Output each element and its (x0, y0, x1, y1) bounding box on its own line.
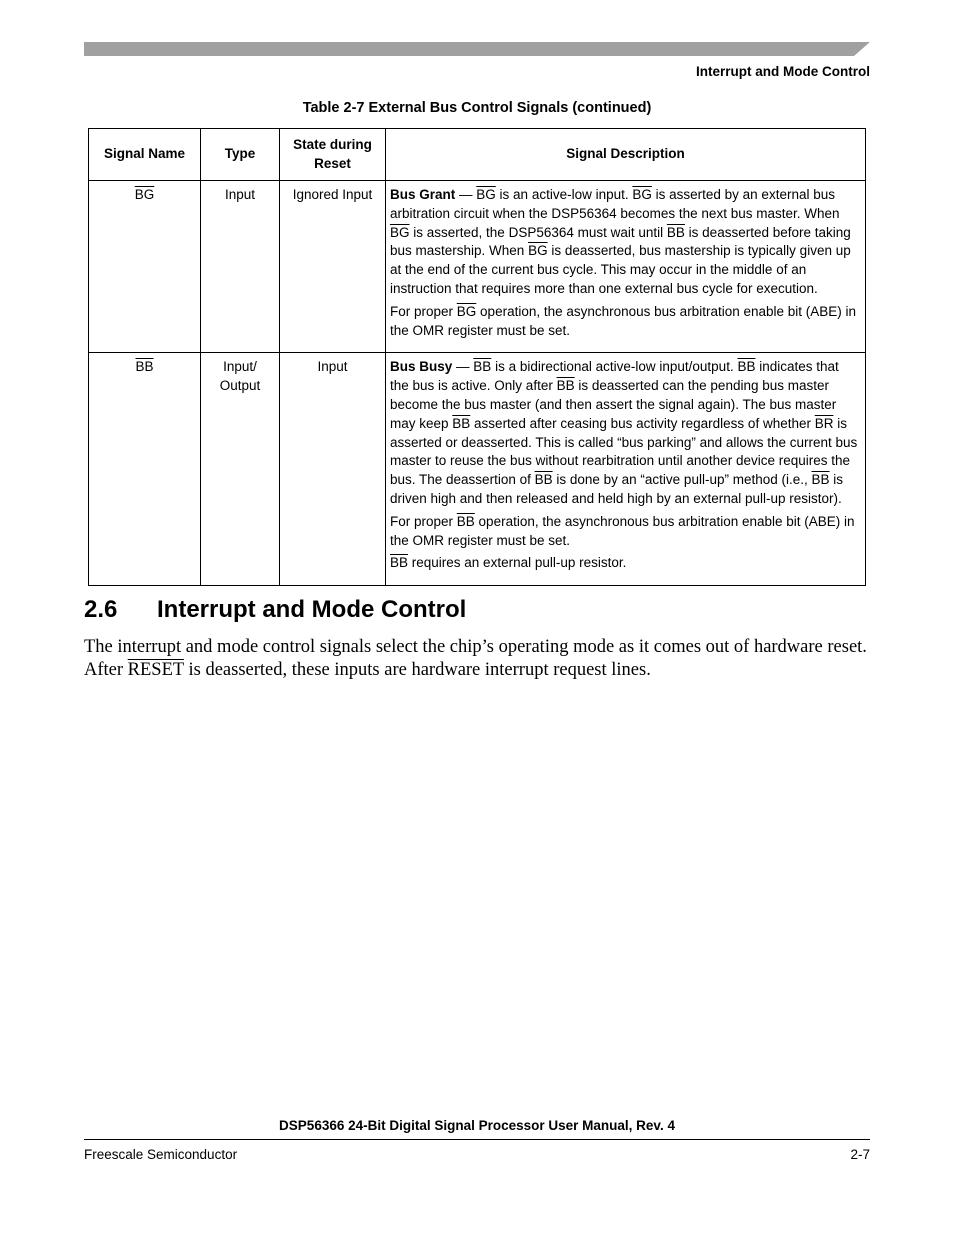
overlined-signal: $\overline{BR}$ (814, 415, 834, 431)
description-lead: Bus Busy (390, 359, 453, 375)
text-run: requires an external pull-up resistor. (408, 555, 627, 571)
section-title: Interrupt and Mode Control (157, 596, 467, 623)
text-run: is asserted or deasserted. This is called “bus parking” and allows the current bus master to reuse the bus without rearbitration until another device requires the bus. The deassertion of (390, 415, 858, 488)
overlined-signal: $\overline{BB}$ (556, 378, 575, 394)
section-body (84, 636, 874, 682)
overlined-signal: $\overline{BB}$ (473, 359, 492, 375)
footer-rule (84, 1139, 870, 1140)
description-paragraph (390, 358, 861, 508)
overlined-signal: $\overline{BB}$ (452, 415, 471, 431)
signal-name: $\overline{BB}$ (135, 359, 154, 375)
section-number: 2.6 (84, 596, 118, 623)
text-run: is driven high and then released and held high by an external pull-up resistor). (390, 472, 844, 506)
footer-document-title: DSP56366 24-Bit Digital Signal Processor User Manual, Rev. 4 (279, 1118, 675, 1133)
signal-table (88, 128, 866, 586)
table-row (89, 353, 866, 586)
text-run: is done by an “active pull-up” method (i.e., (552, 472, 812, 488)
section-heading (84, 596, 466, 624)
overlined-signal: $\overline{BB}$ (811, 472, 830, 488)
overlined-signal: $\overline{BB}$ (666, 224, 685, 240)
overlined-signal: $\overline{BG}$ (456, 303, 477, 319)
table-caption: Table 2-7 External Bus Control Signals (continued) (302, 100, 652, 116)
text-run: is deasserted, bus mastership is typically given up at the end of the current bus cycle. This may occur in the middle of an instruction that requires more than one external bus cycle for execution. (390, 243, 851, 296)
col-header-reset-state: State during Reset (280, 129, 386, 181)
description-paragraph (390, 513, 861, 551)
header-bar-shape (84, 42, 870, 56)
overlined-signal: $\overline{BB}$ (456, 513, 475, 529)
text-run: operation, the asynchronous bus arbitration enable bit (ABE) in the OMR register must be set. (390, 303, 857, 338)
col-header-signal-name: Signal Name (89, 129, 201, 181)
header-section-title: Interrupt and Mode Control (696, 64, 870, 79)
overlined-signal: $\overline{BG}$ (528, 243, 548, 259)
text-run: indicates that the bus is active. Only after (390, 359, 839, 394)
text-run: — (455, 187, 477, 202)
signal-name-cell (89, 353, 201, 586)
signal-name-cell (89, 181, 201, 353)
overlined-signal: $\overline{BB}$ (737, 359, 756, 375)
signal-reset-state: Input (280, 353, 386, 586)
text-run: is deasserted, these inputs are hardware interrupt request lines. (183, 660, 651, 680)
text-run: For proper (390, 303, 457, 319)
overlined-signal: $\overline{BB}$ (534, 472, 553, 488)
text-run: For proper (390, 513, 457, 529)
text-run: is asserted by an external bus arbitration circuit when the DSP56364 becomes the next bus master. When (390, 187, 840, 221)
description-paragraph (390, 303, 861, 341)
description-paragraph (390, 186, 861, 299)
body-paragraph (84, 636, 874, 682)
text-run: is deasserted before taking bus mastership. When (390, 224, 851, 259)
text-run: is a bidirectional active-low input/output. (491, 359, 738, 375)
text-run: asserted after ceasing bus activity regardless of whether (470, 415, 815, 431)
signal-description (386, 181, 866, 353)
text-run: is an active-low input. (495, 187, 633, 202)
signal-name: $\overline{BG}$ (134, 187, 155, 202)
description-paragraph (390, 554, 861, 573)
text-run: is asserted, the DSP56364 must wait until (409, 224, 667, 240)
overlined-signal: $\overline{BG}$ (632, 187, 652, 202)
footer-page-number: 2-7 (850, 1147, 870, 1162)
signal-type: Input (201, 181, 280, 353)
text-run: is deasserted can the pending bus master become the bus master (and then assert the signal again). The bus master may keep (390, 378, 837, 431)
signal-type: Input/ Output (201, 353, 280, 586)
signal-reset-state: Ignored Input (280, 181, 386, 353)
text-run: The interrupt and mode control signals select the chip’s operating mode as it comes out of hardware reset. After (84, 637, 867, 680)
text-run: — (452, 359, 474, 375)
overlined-signal: $\overline{BB}$ (390, 555, 409, 571)
overlined-signal: RESET (127, 660, 184, 680)
table-row (89, 181, 866, 353)
col-header-description: Signal Description (386, 129, 866, 181)
text-run: operation, the asynchronous bus arbitration enable bit (ABE) in the OMR register must be set. (390, 513, 855, 548)
col-header-type: Type (201, 129, 280, 181)
overlined-signal: $\overline{BG}$ (390, 224, 410, 240)
footer-company: Freescale Semiconductor (84, 1147, 238, 1162)
header-bar (84, 42, 870, 56)
overlined-signal: $\overline{BG}$ (476, 187, 496, 202)
signal-description (386, 353, 866, 586)
description-lead: Bus Grant (390, 187, 456, 202)
table-header-row (89, 129, 866, 181)
